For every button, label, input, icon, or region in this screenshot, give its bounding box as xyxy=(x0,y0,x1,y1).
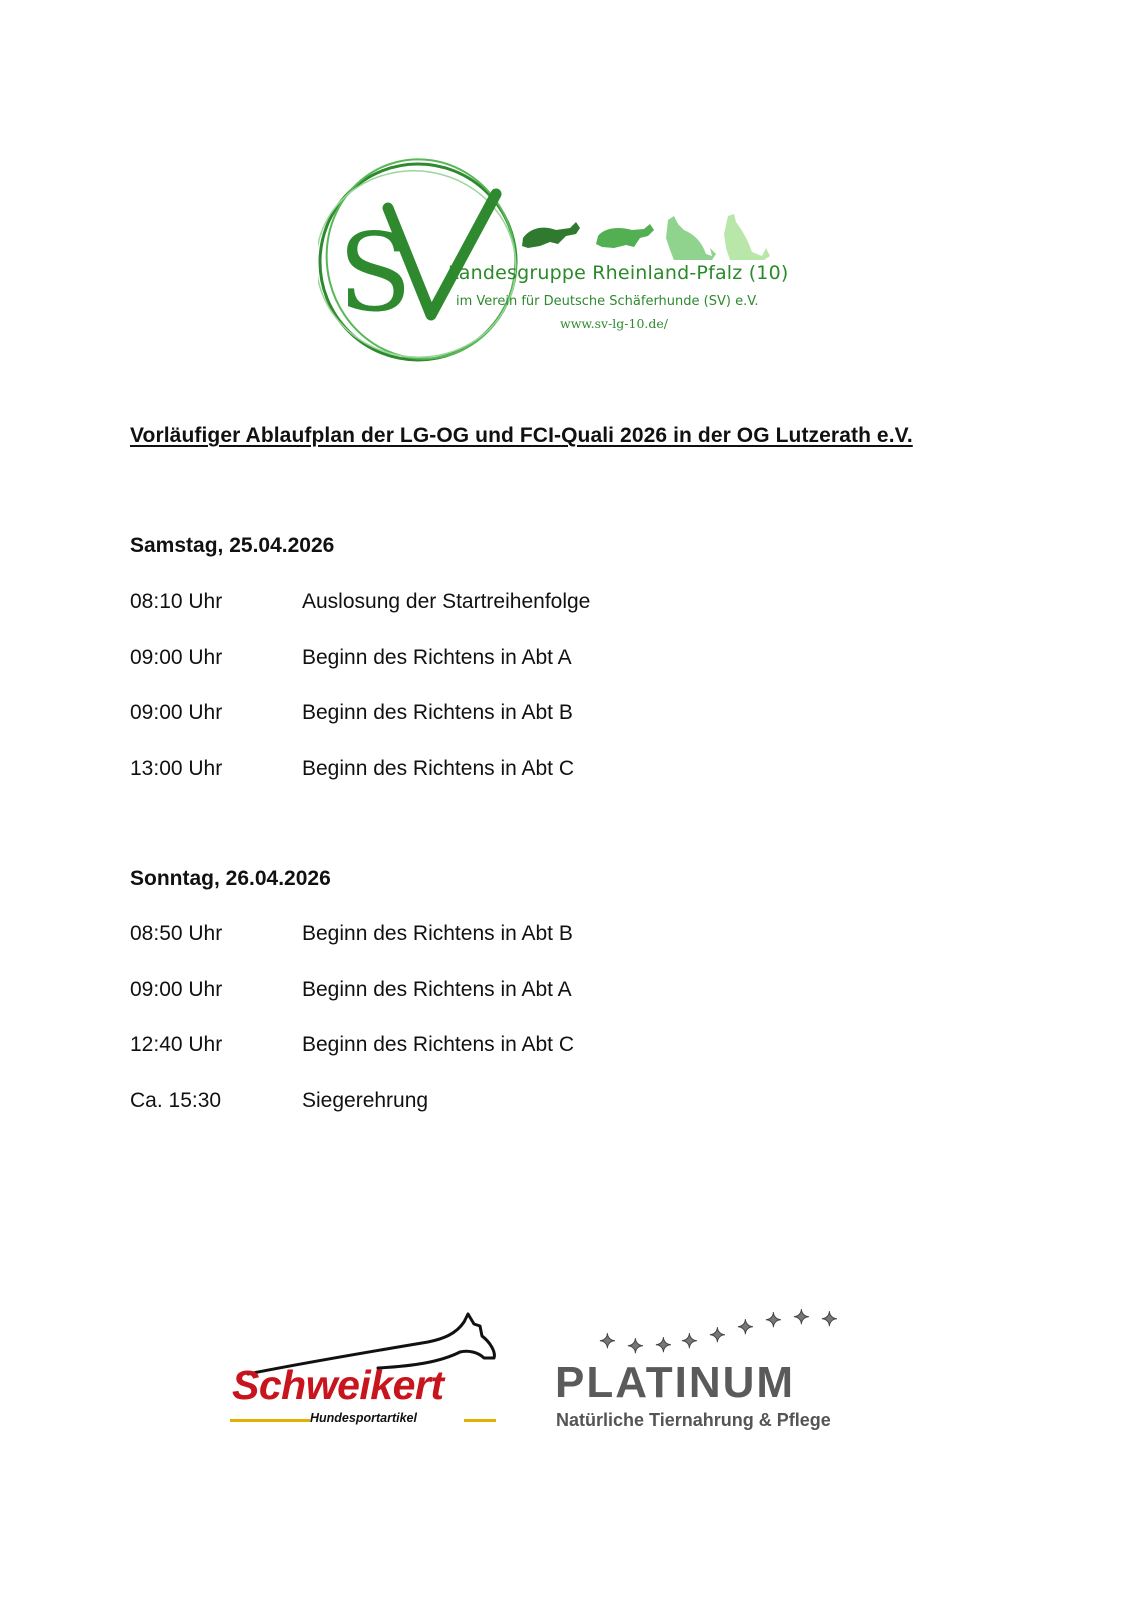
platinum-logo xyxy=(553,1300,853,1440)
schedule-event: Beginn des Richtens in Abt B xyxy=(302,922,573,945)
schedule-time: 09:00 Uhr xyxy=(130,701,223,724)
schedule-row xyxy=(130,978,830,1034)
german-shepherd-icon-3 xyxy=(666,216,716,260)
schedule-event: Beginn des Richtens in Abt C xyxy=(302,756,574,780)
schedule-row xyxy=(130,757,830,813)
schedule-row xyxy=(130,1089,830,1145)
page-title: Vorläufiger Ablaufplan der LG-OG und FCI-Quali 2026 in der OG Lutzerath e.V. xyxy=(130,424,913,447)
schedule-row xyxy=(130,590,830,646)
stars-arc-icon xyxy=(553,1300,853,1360)
schedule-time: 12:40 Uhr xyxy=(130,1033,223,1056)
svg-text:✦: ✦ xyxy=(655,1333,672,1357)
schedule-row xyxy=(130,701,830,757)
german-shepherd-icon-1 xyxy=(522,222,580,248)
schedule-event: Beginn des Richtens in Abt C xyxy=(302,1033,574,1056)
schedule-event: Auslosung der Startreihenfolge xyxy=(302,590,591,613)
sv-landesgruppe-logo xyxy=(318,150,798,375)
platinum-subtitle: Natürliche Tiernahrung & Pflege xyxy=(556,1410,831,1430)
logo-s-letter: S xyxy=(338,211,412,336)
schedule-time: 09:00 Uhr xyxy=(130,645,223,669)
svg-text:✦: ✦ xyxy=(737,1315,754,1339)
day-heading-sunday: Sonntag, 26.04.2026 xyxy=(130,867,331,890)
schedule-row xyxy=(130,922,830,978)
german-shepherd-icon-2 xyxy=(596,224,654,248)
schedule-time: Ca. 15:30 xyxy=(130,1088,222,1112)
schweikert-subtitle: Hundesportartikel xyxy=(310,1411,417,1425)
svg-text:✦: ✦ xyxy=(681,1329,698,1353)
day-heading-saturday: Samstag, 25.04.2026 xyxy=(130,534,335,557)
schedule-row xyxy=(130,1033,830,1089)
schedule-row xyxy=(130,646,830,702)
german-shepherd-icon-4 xyxy=(724,214,770,260)
schedule-sunday xyxy=(130,922,830,1144)
schedule-event: Beginn des Richtens in Abt A xyxy=(302,977,572,1001)
svg-text:✦: ✦ xyxy=(709,1323,726,1347)
svg-text:✦: ✦ xyxy=(627,1334,644,1358)
schedule-event: Siegerehrung xyxy=(302,1088,429,1112)
schweikert-brand-name: Schweikert xyxy=(232,1362,444,1408)
platinum-brand-name: PLATINUM xyxy=(555,1358,796,1407)
schedule-saturday xyxy=(130,590,830,812)
logo-association-name: im Verein für Deutsche Schäferhunde (SV) e.V. xyxy=(456,294,759,309)
schweikert-logo xyxy=(228,1312,506,1432)
svg-text:✦: ✦ xyxy=(599,1329,616,1353)
schedule-event: Beginn des Richtens in Abt A xyxy=(302,645,572,669)
schedule-time: 08:10 Uhr xyxy=(130,590,223,613)
svg-text:✦: ✦ xyxy=(821,1307,838,1331)
schedule-time: 08:50 Uhr xyxy=(130,922,223,945)
schedule-time: 09:00 Uhr xyxy=(130,977,223,1001)
svg-text:✦: ✦ xyxy=(793,1305,810,1329)
logo-website: www.sv-lg-10.de/ xyxy=(560,316,669,331)
svg-text:✦: ✦ xyxy=(765,1308,782,1332)
logo-organization-name: Landesgruppe Rheinland-Pfalz (10) xyxy=(448,262,789,284)
schedule-time: 13:00 Uhr xyxy=(130,756,223,780)
schedule-event: Beginn des Richtens in Abt B xyxy=(302,701,573,724)
